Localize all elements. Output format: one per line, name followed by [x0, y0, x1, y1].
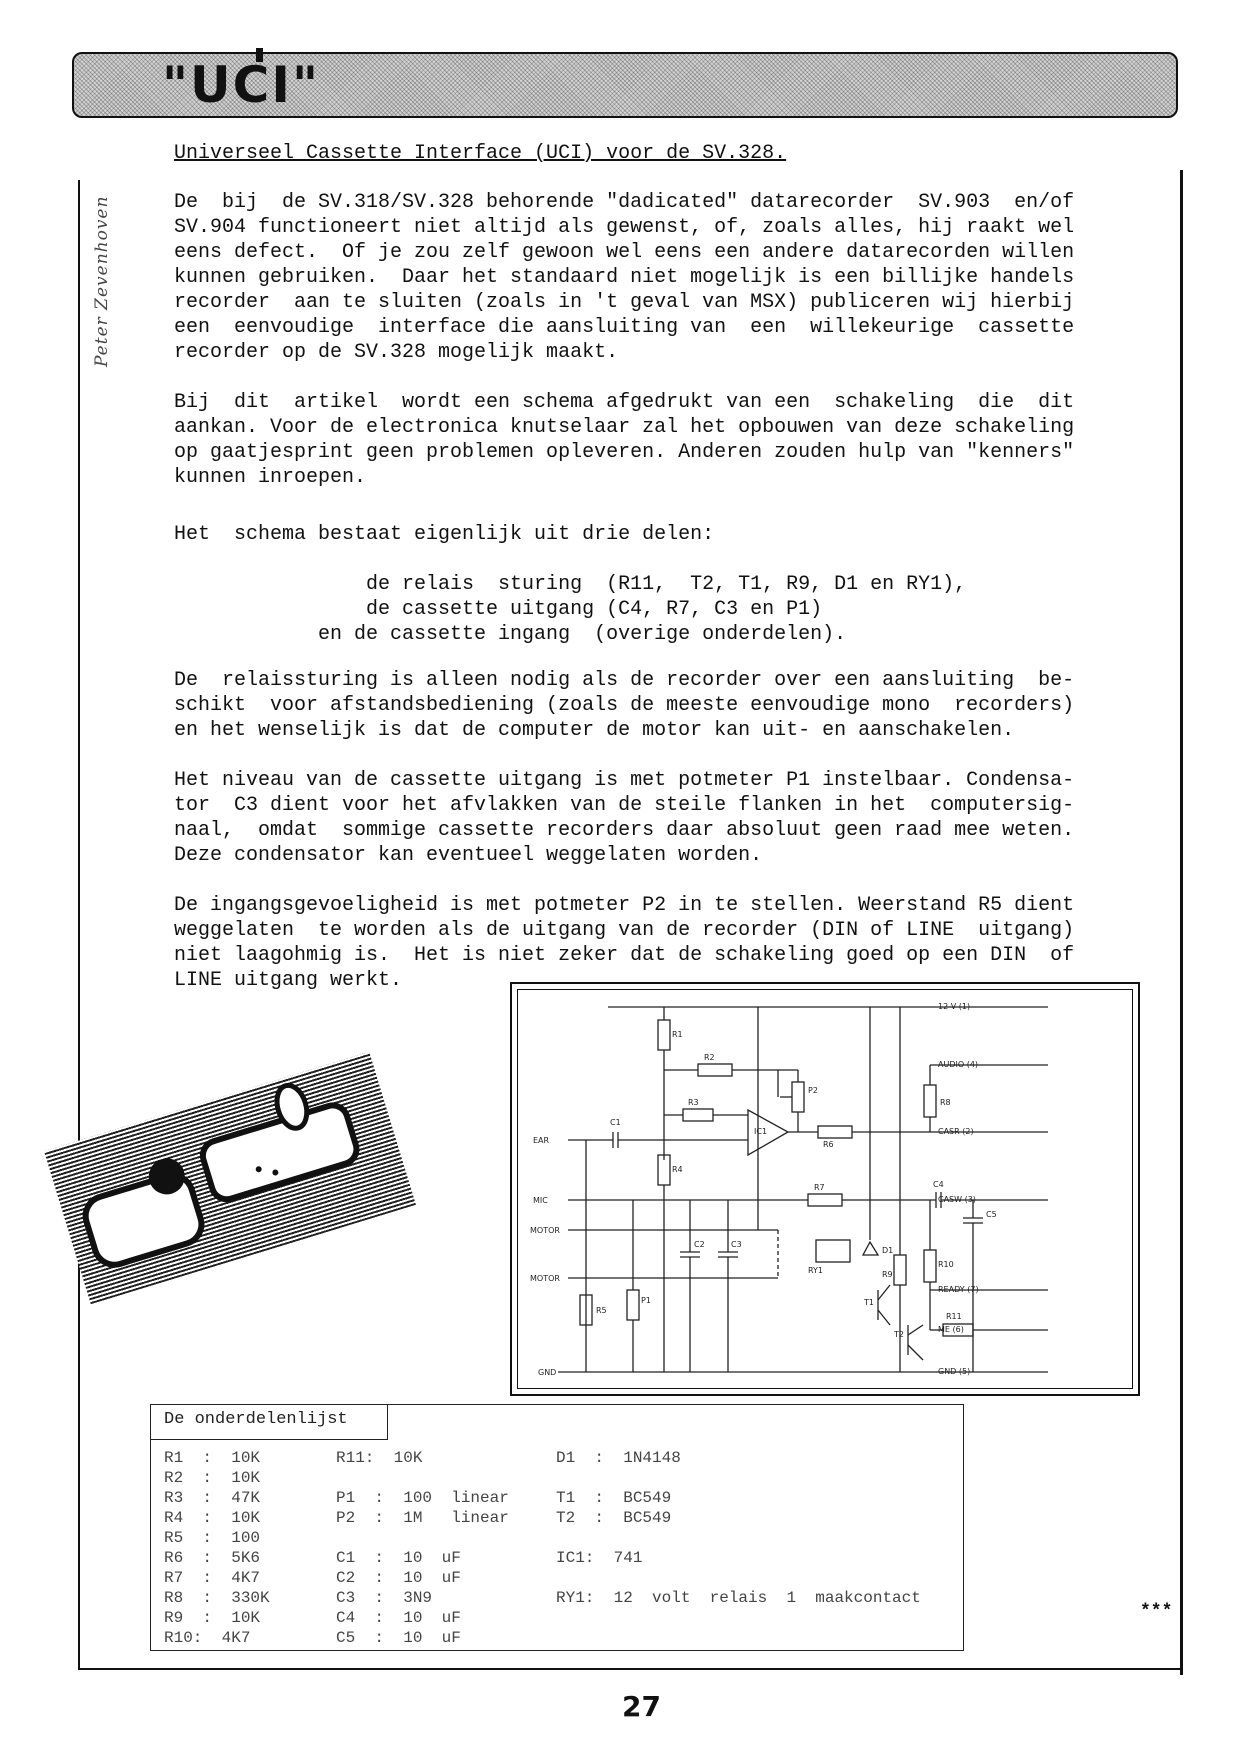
label-ry1: RY1: [808, 1266, 824, 1275]
label-t2: T2: [894, 1330, 904, 1339]
label-p2: P2: [808, 1086, 818, 1095]
label-r2: R2: [704, 1053, 715, 1062]
label-r5: R5: [596, 1306, 607, 1315]
article-title: Universeel Cassette Interface (UCI) voor de SV.328.: [174, 142, 787, 165]
label-r3: R3: [688, 1098, 699, 1107]
terminal-casw: CASW (3): [938, 1195, 976, 1204]
paragraph-output: Het niveau van de cassette uitgang is met potmeter P1 instelbaar. Condensa- tor C3 dient voor het afvlakken van de steile flanken in het computersig- naal, omdat sommige cassette recorders daar absoluut geen raad mee weten. Deze condensator kan eventueel weggelaten worden.: [174, 769, 1075, 867]
circuit-schematic: [510, 982, 1140, 1396]
schematic-frame: [517, 989, 1133, 1389]
bottom-rule: [78, 1668, 1183, 1670]
paragraph-parts-list: de relais sturing (R11, T2, T1, R9, D1 en RY1), de cassette uitgang (C4, R7, C3 en P1) en de cassette ingang (overige onderdelen).: [318, 573, 967, 646]
input-mic: MIC: [533, 1196, 548, 1205]
input-ear: EAR: [533, 1136, 550, 1145]
terminal-casr: CASR (2): [938, 1127, 974, 1136]
input-gnd: GND: [538, 1368, 557, 1377]
header-banner: [72, 52, 1178, 118]
label-r6: R6: [823, 1140, 834, 1149]
right-rule: [1180, 170, 1183, 1675]
paragraph-schema: Bij dit artikel wordt een schema afgedrukt van een schakeling die dit aankan. Voor de electronica knutselaar zal het opbouwen van deze schakeling op gaatjesprint geen problemen opleveren. Anderen zouden hulp van "kenners" kunnen inroepen.: [174, 391, 1075, 489]
schematic-labels: [518, 990, 1132, 1388]
label-c5: C5: [986, 1210, 997, 1219]
label-r4: R4: [672, 1165, 683, 1174]
parts-column-resistors: R1 : 10K R2 : 10K R3 : 47K R4 : 10K R5 : 100 R6 : 5K6 R7 : 4K7 R8 : 330K R9 : 10K R10: 4K7: [164, 1449, 270, 1647]
label-c1: C1: [610, 1118, 621, 1127]
input-motor-2: MOTOR: [530, 1274, 560, 1283]
label-r9: R9: [882, 1270, 893, 1279]
label-r1: R1: [672, 1030, 683, 1039]
terminal-gnd: GND (5): [938, 1367, 971, 1376]
label-c4: C4: [933, 1180, 944, 1189]
terminal-audio: AUDIO (4): [938, 1060, 979, 1069]
label-c2: C2: [694, 1240, 705, 1249]
parts-list-title: De onderdelenlijst: [164, 1410, 348, 1429]
label-r8: R8: [940, 1098, 951, 1107]
paragraph-intro: De bij de SV.318/SV.328 behorende "dadicated" datarecorder SV.903 en/of SV.904 functioneert niet altijd als gewenst, of, zoals alles, hij raakt wel eens defect. Of je zou zelf gewoon wel eens een andere datarecorden willen kunnen gebruiken. Daar het standaard niet mogelijk is een billijke handels recorder aan te sluiten (zoals in 't geval van MSX) publiceren wij hierbij een eenvoudige interface die aansluiting van een willekeurige cassette recorder op de SV.328 mogelijk maakt.: [174, 191, 1075, 364]
label-r11: R11: [946, 1312, 962, 1321]
page-number: 27: [622, 1690, 661, 1723]
left-rule: [78, 180, 80, 1670]
terminal-me: ME (6): [938, 1325, 964, 1334]
terminal-ready: READY (7): [938, 1285, 979, 1294]
banner-title: "UCI": [162, 56, 320, 114]
terminal-12v: 12 V (1): [938, 1002, 971, 1011]
label-ic1: IC1: [754, 1127, 768, 1136]
label-d1: D1: [882, 1246, 894, 1255]
pixel-art-shapes: [44, 1052, 416, 1304]
paragraph-input: De ingangsgevoeligheid is met potmeter P2 in te stellen. Weerstand R5 dient weggelaten te worden als de uitgang van de recorder (DIN of LINE uitgang) niet laagohmig is. Het is niet zeker dat de schakeling goed op een DIN of LINE uitgang werkt.: [174, 894, 1075, 992]
paragraph-parts-intro: Het schema bestaat eigenlijk uit drie delen:: [174, 523, 715, 546]
paragraph-relay: De relaissturing is alleen nodig als de recorder over een aansluiting be- schikt voor afstandsbediening (zoals de meeste eenvoudige mono recorders) en het wenselijk is dat de computer de motor kan uit- en aanschakelen.: [174, 669, 1075, 742]
end-marker: ***: [1140, 1602, 1173, 1622]
label-t1: T1: [864, 1298, 874, 1307]
pixel-art-illustration: [44, 1052, 416, 1304]
input-motor-1: MOTOR: [530, 1226, 560, 1235]
author-byline: Peter Zevenhoven: [92, 195, 112, 367]
label-p1: P1: [641, 1296, 651, 1305]
parts-column-pots-caps: R11: 10K P1 : 100 linear P2 : 1M linear C1 : 10 uF C2 : 10 uF C3 : 3N9 C4 : 10 uF C5 : 10 uF: [336, 1449, 509, 1647]
label-r7: R7: [814, 1183, 825, 1192]
parts-column-semis: D1 : 1N4148 T1 : BC549 T2 : BC549 IC1: 741 RY1: 12 volt relais 1 maakcontact: [556, 1449, 921, 1607]
label-r10: R10: [938, 1260, 954, 1269]
label-c3: C3: [731, 1240, 742, 1249]
